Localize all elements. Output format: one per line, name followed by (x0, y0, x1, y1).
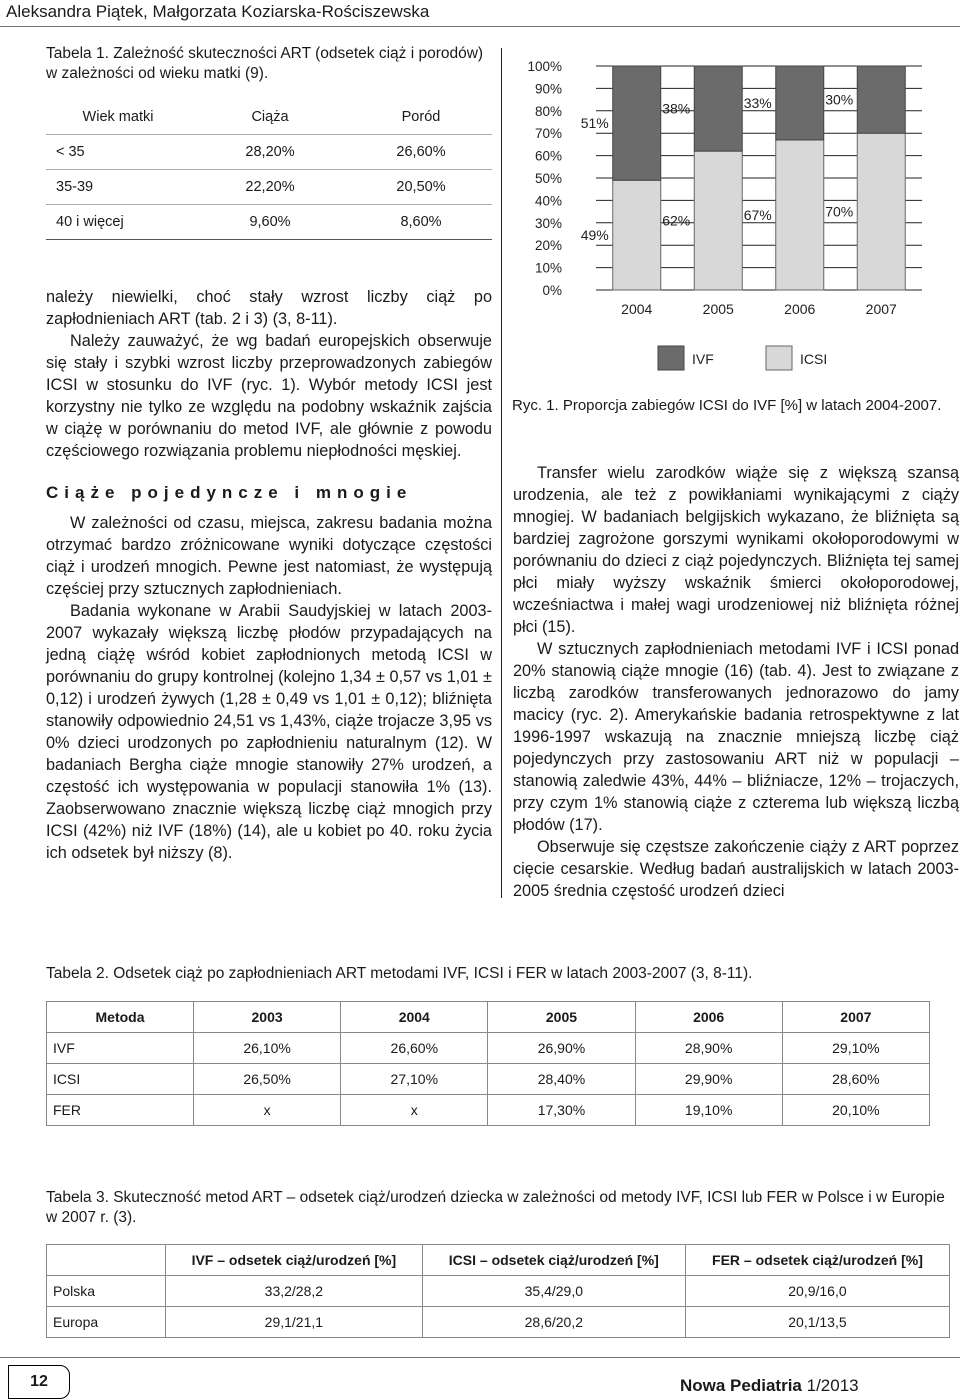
table-cell: 26,90% (488, 1033, 635, 1064)
y-tick-label: 50% (534, 171, 562, 186)
journal-title: Nowa Pediatria (680, 1376, 802, 1395)
table1-caption: Tabela 1. Zależność skuteczności ART (odsetek ciąż i porodów) w zależności od wieku matki (9). (46, 45, 484, 82)
table-cell: 28,60% (782, 1064, 929, 1095)
table-cell: 26,10% (194, 1033, 341, 1064)
table-cell: 29,10% (782, 1033, 929, 1064)
legend-swatch-ivf (658, 346, 684, 370)
data-label-ivf: 33% (743, 94, 772, 111)
table-cell: 29,90% (635, 1064, 782, 1095)
table3-header-row (47, 1245, 950, 1276)
table-row (46, 135, 492, 170)
data-label-icsi: 70% (825, 203, 854, 220)
running-header-authors: Aleksandra Piątek, Małgorzata Koziarska-Rościszewska (6, 2, 430, 21)
table-cell: 28,20% (190, 135, 350, 170)
y-tick-label: 30% (534, 215, 562, 231)
y-tick-label: 10% (534, 260, 562, 276)
data-label-ivf: 51% (580, 115, 609, 132)
paragraph: Obserwuje się częstsze zakończenie ciąży z ART poprzez cięcie cesarskie. Według badań australijskich w latach 2003-2005 średnia częstość urodzeń dzieci (513, 838, 959, 900)
legend-label-ivf: IVF (692, 351, 714, 367)
table-row (46, 205, 492, 240)
bar-icsi (857, 133, 905, 290)
table-cell: x (341, 1095, 488, 1126)
bar-icsi (776, 140, 824, 290)
table2-header: 2004 (341, 1002, 488, 1033)
table-cell: 20,50% (350, 170, 492, 205)
table-cell: x (194, 1095, 341, 1126)
figure1-chart (510, 46, 958, 386)
bar-icsi (613, 180, 661, 290)
table-row (47, 1033, 930, 1064)
bar-ivf (776, 66, 824, 140)
table2-caption: Tabela 2. Odsetek ciąż po zapłodnieniach ART metodami IVF, ICSI i FER w latach 2003-2007 (3, 8-11). (46, 965, 753, 982)
legend-label-icsi: ICSI (800, 351, 828, 367)
header-rule (0, 26, 960, 27)
y-tick-label: 80% (534, 103, 562, 119)
table-cell: 28,90% (635, 1033, 782, 1064)
table-row (47, 1276, 950, 1307)
paragraph: Należy zauważyć, że wg badań europejskich obserwuje się stały i szybki wzrost liczby przeprowadzonych zabiegów ICSI w stosunku do IVF (ryc. 1). Wybór metody ICSI jest korzystny nie tylko ze względu na podobny wskaźnik zajścia w ciążę w porównaniu do metod IVF, ale głównie z powodu częściowego rozwiązania problemu niepłodności męskiej. (46, 332, 492, 460)
table-cell: FER (47, 1095, 194, 1126)
page-number: 12 (8, 1365, 70, 1399)
table-cell: 19,10% (635, 1095, 782, 1126)
table-row (47, 1095, 930, 1126)
table-cell: 20,9/16,0 (685, 1276, 949, 1307)
table1-header: Ciąża (190, 100, 350, 135)
bar-ivf (613, 66, 661, 180)
table2-header-row (47, 1002, 930, 1033)
table-cell: 26,50% (194, 1064, 341, 1095)
y-tick-label: 40% (534, 193, 562, 209)
table-row (47, 1064, 930, 1095)
bar-ivf (857, 66, 905, 133)
x-tick-label: 2004 (621, 301, 653, 317)
table-cell: 8,60% (350, 205, 492, 240)
paragraph: należy niewielki, choć stały wzrost liczby ciąż po zapłodnieniach ART (tab. 2 i 3) (3, 8-11). (46, 288, 492, 328)
table-cell: 17,30% (488, 1095, 635, 1126)
bar-ivf (694, 66, 742, 151)
table1-header: Wiek matki (46, 100, 190, 135)
data-label-icsi: 62% (662, 212, 691, 229)
table-cell: 35-39 (46, 170, 190, 205)
y-tick-label: 60% (534, 148, 562, 164)
left-column-text (46, 286, 492, 864)
y-tick-label: 70% (534, 126, 562, 142)
table-cell: 26,60% (341, 1033, 488, 1064)
table-cell: Polska (47, 1276, 166, 1307)
table-cell: 9,60% (190, 205, 350, 240)
table3-header: FER – odsetek ciąż/urodzeń [%] (685, 1245, 949, 1276)
data-label-ivf: 38% (662, 100, 691, 117)
table3-caption: Tabela 3. Skuteczność metod ART – odsetek ciąż/urodzeń dziecka w zależności od metody IVF, ICSI lub FER w Polsce i w Europie w 2007 r. (3). (46, 1189, 945, 1226)
paragraph: Transfer wielu zarodków wiąże się z większą szansą urodzenia, ale też z powikłaniami wynikającymi z ciąży mnogiej. W badaniach belgijskich wykazano, że bliźnięta są bardziej zagrożone gorszymi wynikami okołoporodowymi w porównaniu do dzieci z ciąż pojedynczych. Bliźnięta tej samej płci miały wyższy wskaźnik śmierci okołoporodowej, wcześniactwa i małej wagi urodzeniowej niż bliźnięta różnej płci (15). (513, 464, 959, 636)
journal-name (680, 1376, 859, 1396)
table3 (46, 1244, 950, 1338)
data-label-icsi: 67% (743, 206, 772, 223)
table-cell: 29,1/21,1 (166, 1307, 423, 1338)
section-heading: Ciąże pojedyncze i mnogie (46, 483, 413, 502)
table-row (46, 170, 492, 205)
legend-swatch-icsi (766, 346, 792, 370)
table2 (46, 1001, 930, 1126)
y-tick-label: 100% (527, 59, 562, 74)
table-cell: < 35 (46, 135, 190, 170)
footer-rule (0, 1357, 960, 1358)
table-cell: 40 i więcej (46, 205, 190, 240)
table-row (47, 1307, 950, 1338)
table2-header: Metoda (47, 1002, 194, 1033)
paragraph: Badania wykonane w Arabii Saudyjskiej w latach 2003-2007 wykazały większą liczbę płodów przypadających na jedną ciążę wśród kobiet zapłodnionych metodą ICSI w porównaniu do grupy kontrolnej (kolejno 1,34 ± 0,57 vs 1,01 ± 0,12) i urodzeń żywych (1,28 ± 0,49 vs 1,01 ± 0,12); bliźnięta stanowiły odpowiednio 24,51 vs 1,43%, ciąże trojacze 3,95 vs 0% dzieci urodzonych po zapłodnieniu naturalnym (12). W badaniach Bergha ciąże mnogie stanowiły 27% urodzeń, a częstość ich występowania w populacji stanowiła 1% (13). Zaobserwowano znacznie większą liczbę ciąż mnogich przy ICSI (42%) niż IVF (18%) (14), ale u kobiet po 40. roku życia ich odsetek był niższy (8). (46, 602, 492, 862)
figure1-caption: Ryc. 1. Proporcja zabiegów ICSI do IVF [%] w latach 2004-2007. (512, 397, 942, 414)
table-cell: 26,60% (350, 135, 492, 170)
table-cell: 28,40% (488, 1064, 635, 1095)
paragraph: W sztucznych zapłodnieniach metodami IVF i ICSI ponad 20% stanowią ciąże mnogie (16) (tab. 4). Jest to związane z liczbą zarodków transferowanych jednorazowo do jamy macicy (ryc. 2). Amerykańskie badania retrospektywne z lat 1996-1997 wskazują na znacznie mniejszą liczbę ciąż pojedynczych przy zastosowaniu ART niż w populacji – stanowią zaledwie 43%, 44% – bliźniacze, 12% – trojaczych, przy czym 1% stanowią ciąże z czterema lub większą liczbą płodów (17). (513, 640, 959, 834)
table-cell: 20,10% (782, 1095, 929, 1126)
table-cell: Europa (47, 1307, 166, 1338)
right-column-text (513, 462, 959, 902)
table-cell: 33,2/28,2 (166, 1276, 423, 1307)
table3-header (47, 1245, 166, 1276)
table-cell: 28,6/20,2 (422, 1307, 685, 1338)
table-cell: ICSI (47, 1064, 194, 1095)
x-tick-label: 2007 (865, 301, 897, 317)
x-tick-label: 2006 (784, 301, 816, 317)
y-tick-label: 90% (534, 81, 562, 97)
y-tick-label: 20% (534, 238, 562, 254)
table1 (46, 100, 492, 240)
column-separator (501, 48, 502, 898)
table2-header: 2003 (194, 1002, 341, 1033)
table1-header: Poród (350, 100, 492, 135)
table2-header: 2005 (488, 1002, 635, 1033)
table2-header: 2006 (635, 1002, 782, 1033)
table3-header: ICSI – odsetek ciąż/urodzeń [%] (422, 1245, 685, 1276)
data-label-icsi: 49% (580, 227, 609, 244)
journal-issue: 1/2013 (806, 1376, 859, 1395)
data-label-ivf: 30% (825, 91, 854, 108)
table-cell: 20,1/13,5 (685, 1307, 949, 1338)
table3-header: IVF – odsetek ciąż/urodzeń [%] (166, 1245, 423, 1276)
table-cell: 27,10% (341, 1064, 488, 1095)
table-cell: IVF (47, 1033, 194, 1064)
table-cell: 22,20% (190, 170, 350, 205)
y-tick-label: 0% (542, 283, 562, 298)
table-cell: 35,4/29,0 (422, 1276, 685, 1307)
x-tick-label: 2005 (702, 301, 734, 317)
table1-header-row (46, 100, 492, 135)
bar-icsi (694, 151, 742, 290)
paragraph: W zależności od czasu, miejsca, zakresu badania można otrzymać bardzo zróżnicowane wyniki dotyczące częstości ciąż i urodzeń mnogich. Pewne jest natomiast, że występują częściej przy sztucznych zapłodnieniach. (46, 514, 492, 598)
table2-header: 2007 (782, 1002, 929, 1033)
